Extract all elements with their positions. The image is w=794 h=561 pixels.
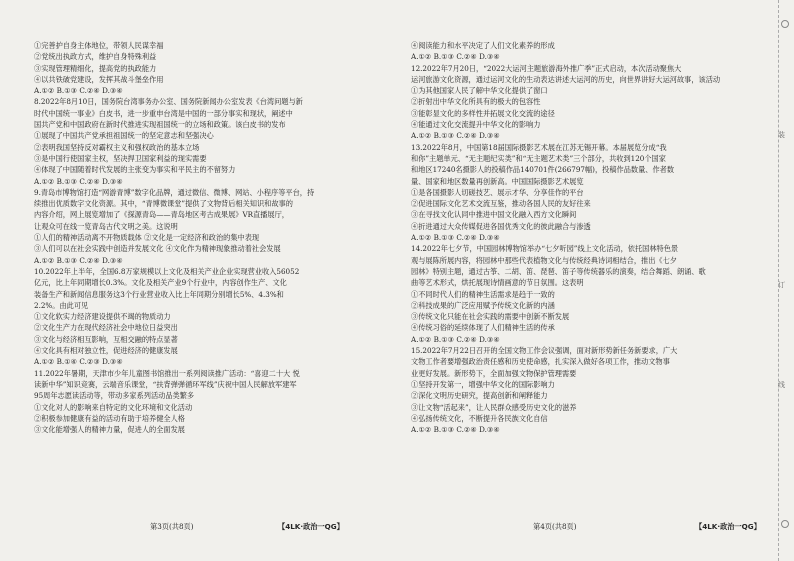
text-line: 和你”主题单元、“无主题纪实类”和“无主题艺术类”三个部分，共收到120个国家 xyxy=(411,153,666,163)
right-page-body xyxy=(411,40,766,435)
right-paper-code: 【4LK·政治一QG】 xyxy=(695,522,761,531)
text-line: 让观众可在线一览青岛古代文明之美。这说明 xyxy=(34,221,178,231)
text-line: ②文化生产力在现代经济社会中地位日益突出 xyxy=(34,323,178,333)
text-line: 读新中华”知识竞赛，云端音乐课堂，“扶背弹弹循环军线”庆祝中国人民解放军建军 xyxy=(34,379,297,389)
text-line: ②积极参加健康有益的活动有助于培养健全人格 xyxy=(34,413,185,423)
left-page-number: 第3页(共8页) xyxy=(150,522,194,531)
text-line: ④折进通过大众传媒促进各国优秀文化的彼此融合与渗透 xyxy=(411,221,591,231)
text-line: A.①② B.①③ C.②④ D.③④ xyxy=(411,334,500,344)
right-page xyxy=(397,0,794,561)
text-line: ②科技成果的广泛应用赋予传统文化新的内涵 xyxy=(411,300,555,310)
text-line: ③人们可以在社会实践中创造并发展文化 ④文化作为精神现象推动着社会发展 xyxy=(34,244,281,254)
text-line: ①文化对人的影响来自特定的文化环境和文化活动 xyxy=(34,402,193,412)
text-line: ③文化与经济相互影响，互相交融的特点显著 xyxy=(34,334,178,344)
text-line: 装备生产和新闻信息服务这3个行业营业收入比上年同期分别增长5%、4.3%和 xyxy=(34,289,284,299)
text-line: 10.2022年上半年，全国6.8万家规模以上文化及相关产业企业实现营业收入56052 xyxy=(34,266,300,276)
text-line: A.①② B.①③ C.②④ D.③④ xyxy=(411,233,500,243)
text-line: ①坚持开发第一，增强中华文化的国际影响力 xyxy=(411,379,555,389)
text-line: ②表明我国坚持反对霸权主义和强权政治的基本立场 xyxy=(34,142,200,152)
text-line: A.①② B.①③ C.②④ D.③④ xyxy=(411,425,500,435)
text-line: A.①② B.①③ C.②④ D.③④ xyxy=(34,255,123,265)
text-line: 95周年志愿读活动等，带动多家系列活动品类繁多 xyxy=(34,391,195,401)
text-line: 9.青岛市博物馆打造“网游青博”数字化品牌，通过微信、微博、网站、小程序等平台，持 xyxy=(34,187,315,197)
text-line: ②党统出执政方式，维护自身特殊利益 xyxy=(34,52,157,62)
text-line: 文物工作者要增强政治责任感和历史使命感，扎实深入做好各项工作，推动文物事 xyxy=(411,357,670,367)
text-line: 时代中国统一事业》白皮书，进一步重申台湾是中国的一部分事实和现状，阐述中 xyxy=(34,108,293,118)
right-page-number: 第4页(共8页) xyxy=(533,522,577,531)
text-line: ①展现了中国共产党承担祖国统一的坚定意志和坚强决心 xyxy=(34,131,214,141)
text-line: 业更好发展。新形势下，全面加强文物保护管理需要 xyxy=(411,368,577,378)
text-line: A.①② B.①④ C.②③ D.③④ xyxy=(34,357,123,367)
text-line: 14.2022年七夕节，中国园林博物馆举办“七夕听园”线上文化活动，依托国林特色景 xyxy=(411,244,679,254)
binding-mark: 线 xyxy=(778,381,785,389)
text-line: 续推出优质数字文化资源。其中，“青博微课堂”提供了文物背后相关知识和故事的 xyxy=(34,199,293,209)
left-page-body xyxy=(34,40,389,435)
text-line: ①文化软实力经济建设提供不竭的物质动力 xyxy=(34,312,171,322)
text-line: ②深化文明历史研究，提高创新和阐释能力 xyxy=(411,391,548,401)
binding-hole-icon xyxy=(781,20,789,28)
text-line: ①完善护自身主体地位，带领人民谋幸福 xyxy=(34,41,164,50)
text-line: 内容介绍，网上展览增加了《探源青岛——青岛地区考古成果展》VR直播展厅， xyxy=(34,210,289,220)
text-line: ①是各国摄影人切磋技艺、展示才华、分享佳作的平台 xyxy=(411,187,584,197)
text-line: 12.2022年7月20日，“2022大运河主题旅游海外推广季”正式启动，本次活动聚焦大 xyxy=(411,63,682,73)
text-line: ②促进国际文化艺术交流互鉴，推动各国人民的友好往来 xyxy=(411,199,591,209)
text-line: 量、国家和地区数量再创新高。中国国际摄影艺术展览 xyxy=(411,176,584,186)
text-line: 和地区17240名摄影人的投稿作品140701件(266797幅)，投稿作品数量、作者数 xyxy=(411,165,675,175)
text-line: ③在寻找文化认同中推进中国文化融入西方文化瞬间 xyxy=(411,210,577,220)
text-line: 亿元，比上年同期增长0.3%。文化及相关产业9个行业中，内容创作生产、文化 xyxy=(34,278,287,288)
text-line: 国共产党和中国政府在新时代推进实现祖国统一的立场和政策。该白皮书的发布 xyxy=(34,120,286,130)
text-line: A.①② B.①③ C.②④ D.③④ xyxy=(411,52,500,62)
text-line: ③实现管理精细化，提高党的执政能力 xyxy=(34,63,157,73)
text-line: ①为其他国家人民了解中华文化提供了窗口 xyxy=(411,86,548,96)
text-line: ①人们的精神活动离不开物质载体 ②文化是一定经济和政治的集中表现 xyxy=(34,233,260,243)
text-line: 运河旅游文化资源，通过运河文化的生动表达讲述大运河的历史，向世界讲好大运河故事，该活动 xyxy=(411,74,721,84)
text-line: ④弘扬传统文化，不断提升各民族文化自信 xyxy=(411,413,548,423)
binding-mark: 订 xyxy=(778,281,785,289)
binding-mark: 装 xyxy=(778,131,785,139)
text-line: ④能通过文化交流提升中华文化的影响力 xyxy=(411,120,541,130)
text-line: ③文化能增强人的精神力量，促进人的全面发展 xyxy=(34,425,185,435)
binding-hole-icon xyxy=(781,520,789,528)
text-line: A.①② B.①③ C.②④ D.③④ xyxy=(34,86,123,96)
text-line: 园林》特别主题，通过古筝、二胡、笛、琵琶、笛子等传统器乐的演奏，结合舞蹈、朗诵、歌 xyxy=(411,266,706,276)
text-line: A.①② B.①③ C.②④ D.③④ xyxy=(34,176,123,186)
text-line: ④阅读能力和水平决定了人们文化素养的形成 xyxy=(411,41,555,50)
text-line: A.①② B.①③ C.②④ D.③④ xyxy=(411,131,500,141)
text-line: 观与展陈所展内容，将园林中那些代表植物文化与传统经典诗词相结合，推出《七夕 xyxy=(411,255,677,265)
binding-margin xyxy=(775,0,794,561)
text-line: ④传统习俗的延续体现了人们精神生活的传承 xyxy=(411,323,555,333)
text-line: ③让文物“活起来”，让人民群众感受历史文化的滋养 xyxy=(411,402,577,412)
text-line: 曲等艺术形式，烘托展现诗情画意的节日氛围。这表明 xyxy=(411,278,584,288)
text-line: ④以共铁破党建设，发挥其战斗堡垒作用 xyxy=(34,74,164,84)
text-line: ③传统文化只能在社会实践的需要中创新不断发展 xyxy=(411,312,570,322)
text-line: 11.2022年暑期，天津市少年儿童图书馆推出一系列阅读推广活动：“喜迎二十大 悦 xyxy=(34,368,300,378)
text-line: 8.2022年8月10日，国务院台湾事务办公室、国务院新闻办公室发表《台湾问题与新 xyxy=(34,97,303,107)
text-line: ④文化具有相对独立性，促进经济的健康发展 xyxy=(34,346,178,356)
text-line: 13.2022年8月，中国第18届国际摄影艺术展在江苏无锡开幕。本届展览分成“我 xyxy=(411,142,667,152)
text-line: 15.2022年7月22日召开的全国文物工作会议强调，面对新形势新任务新要求，广大 xyxy=(411,346,678,356)
text-line: 2.2%。由此可见 xyxy=(34,300,89,310)
text-line: ④体现了中国随着时代发展的主张变为事实和平民主的不留努力 xyxy=(34,165,236,175)
text-line: ①不同时代人们的精神生活需求是趋于一致的 xyxy=(411,289,555,299)
text-line: ③能彰显文化的多样性并拓展文化交流的途径 xyxy=(411,108,555,118)
text-line: ③是中国行使国家主权，坚决捍卫国家利益的现实需要 xyxy=(34,153,207,163)
text-line: ②折射出中华文化所具有的极大的包容性 xyxy=(411,97,541,107)
left-paper-code: 【4LK·政治一QG】 xyxy=(278,522,344,531)
